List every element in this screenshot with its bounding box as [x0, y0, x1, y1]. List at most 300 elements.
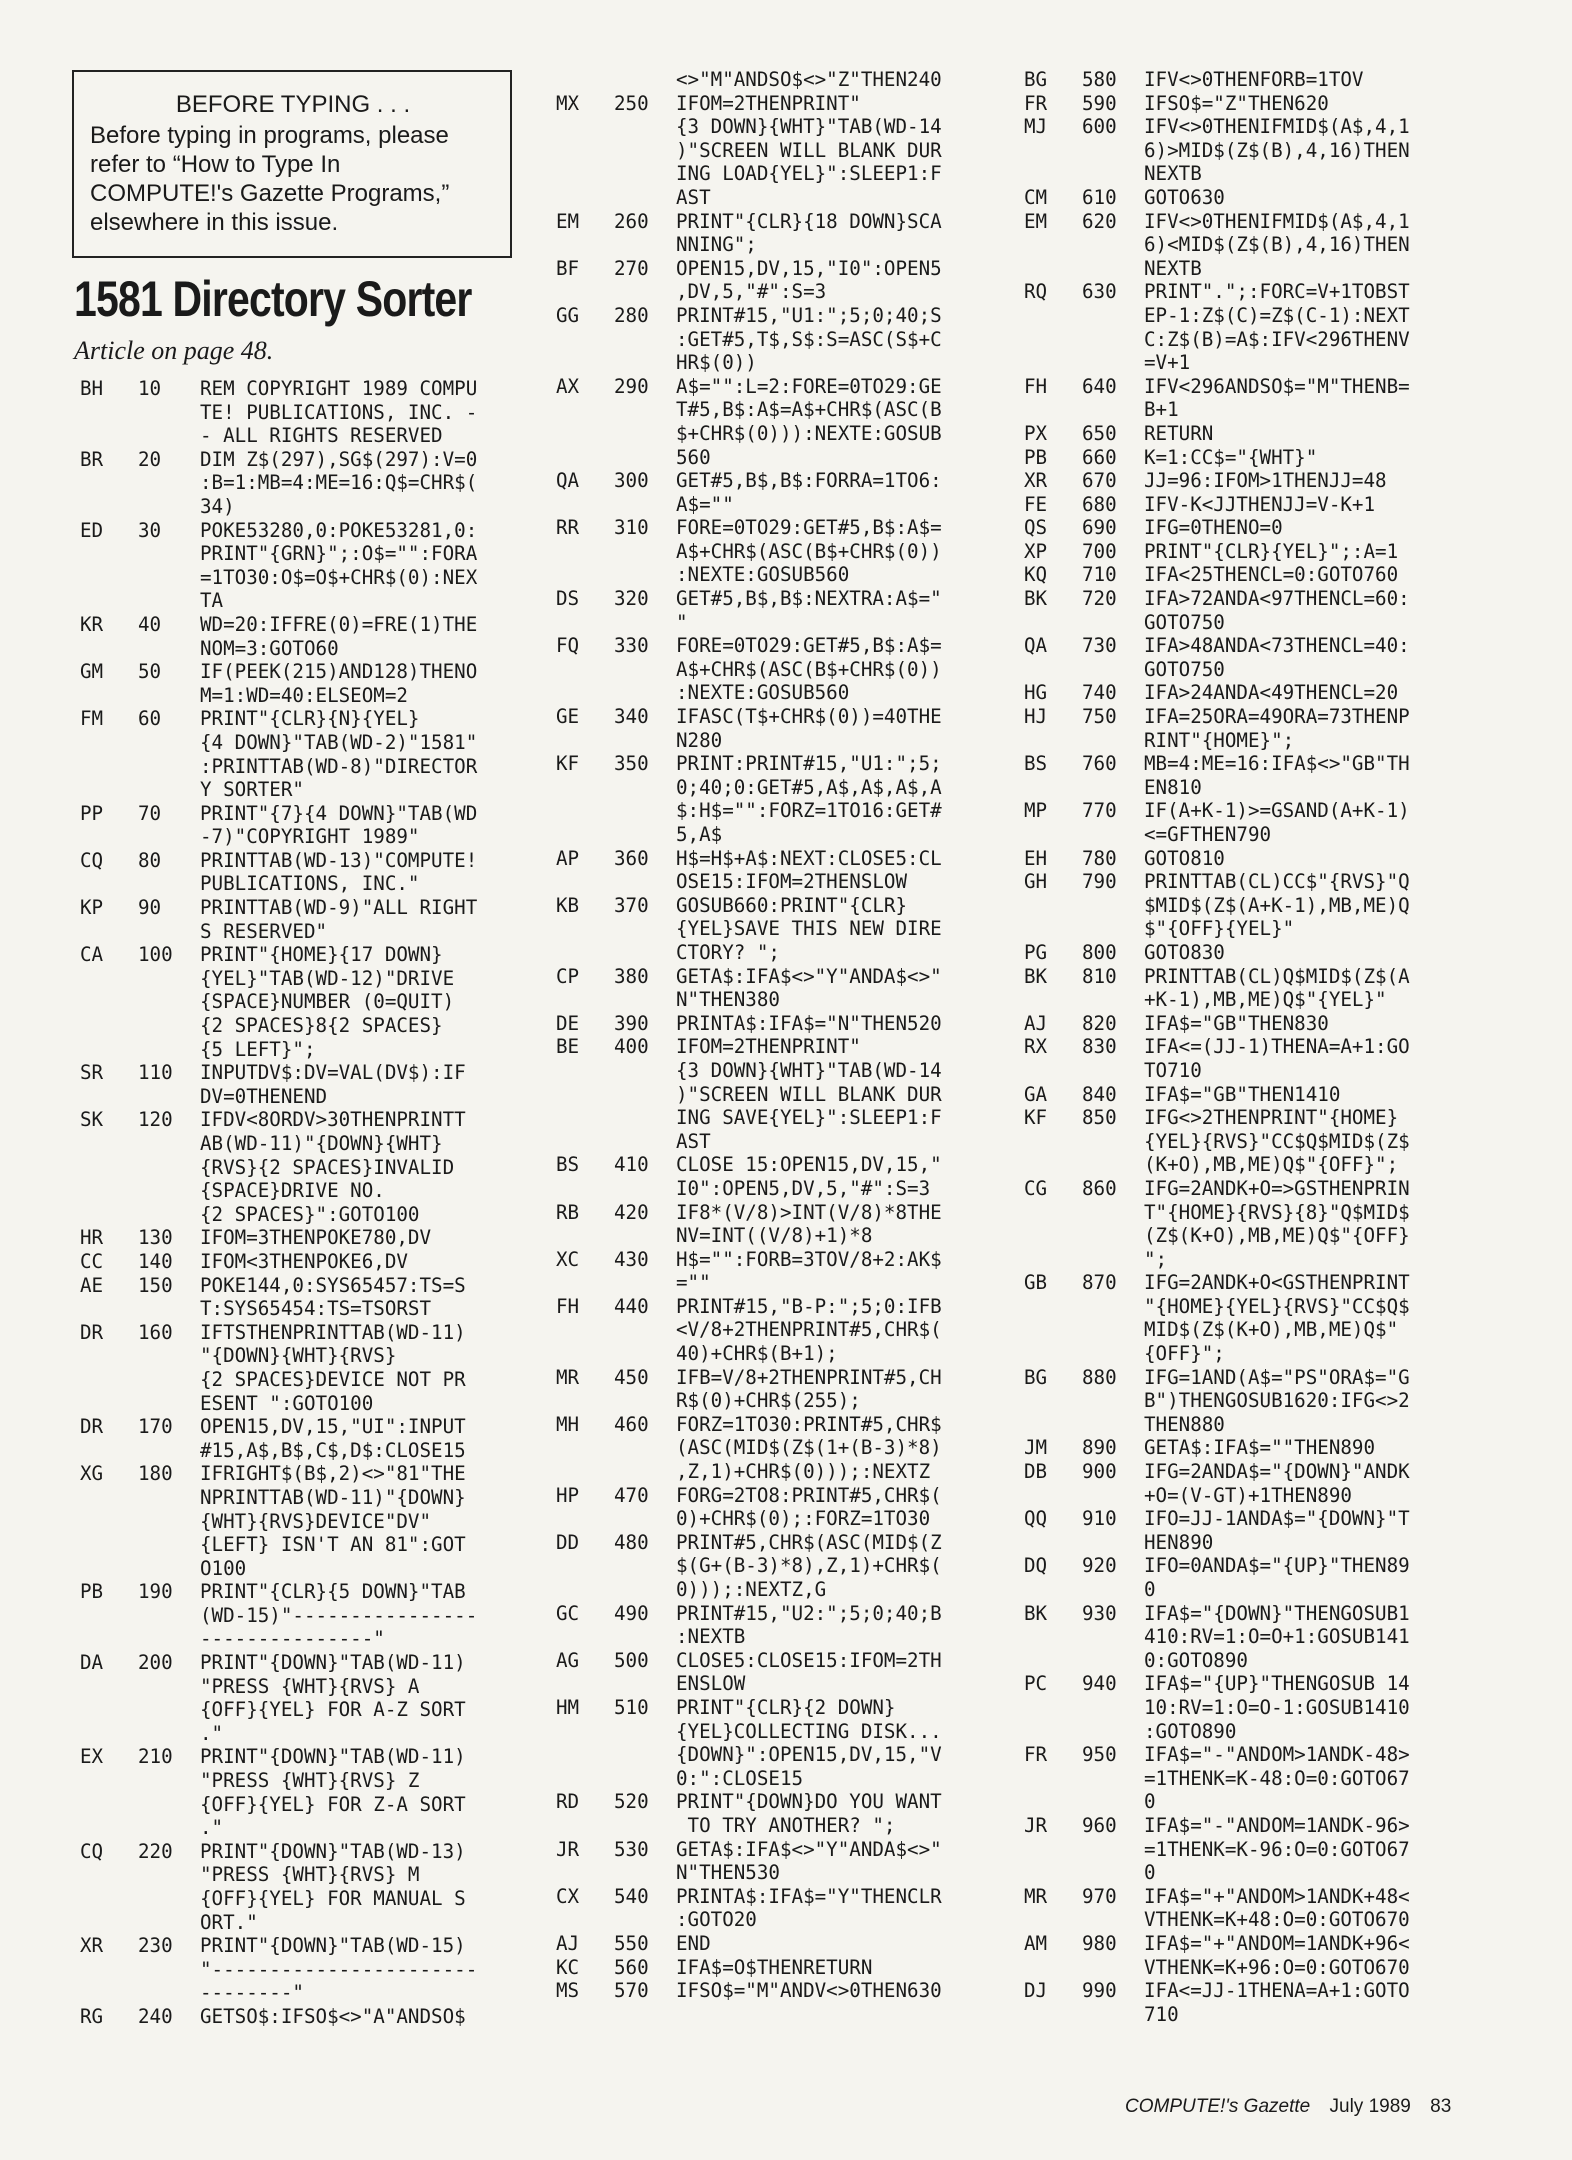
- code-line: [1024, 1507, 1410, 1531]
- code-text: 6)>MID$(Z$(B),4,16)THEN: [1144, 138, 1410, 162]
- code-text: N"THEN530: [676, 1861, 780, 1885]
- code-line: [556, 1389, 942, 1413]
- line-number: 150: [138, 1273, 173, 1297]
- code-line: [80, 448, 477, 472]
- code-line: [80, 1321, 477, 1345]
- code-line: [1024, 446, 1410, 470]
- code-line: [80, 1675, 477, 1699]
- checksum-code: AE: [80, 1273, 104, 1297]
- checksum-code: GE: [556, 705, 580, 729]
- checksum-code: KF: [556, 752, 580, 776]
- line-number: 930: [1082, 1601, 1117, 1625]
- code-text: {WHT}{RVS}DEVICE"DV": [200, 1509, 432, 1533]
- code-line: [80, 1911, 477, 1935]
- checksum-code: PB: [1024, 445, 1048, 469]
- code-line: [1024, 1790, 1410, 1814]
- code-text: FORZ=1TO30:PRINT#5,CHR$: [676, 1412, 942, 1436]
- line-number: 330: [614, 634, 649, 658]
- line-number: 220: [138, 1839, 173, 1863]
- checksum-code: EM: [556, 209, 580, 233]
- code-line: [1024, 210, 1410, 234]
- notice-line: Before typing in programs, please: [90, 122, 449, 149]
- line-number: 660: [1082, 445, 1117, 469]
- code-text: {SPACE}DRIVE NO.: [200, 1179, 385, 1203]
- listing-column-1: [80, 377, 477, 2029]
- code-text: T:SYS65454:TS=TSORST: [200, 1297, 432, 1321]
- code-text: IFG=2ANDA$="{DOWN}"ANDK: [1144, 1460, 1410, 1484]
- checksum-code: BS: [556, 1153, 580, 1177]
- code-line: [1024, 328, 1410, 352]
- line-number: 500: [614, 1648, 649, 1672]
- code-text: PRINT#15,"U1:";5;0;40;S: [676, 303, 942, 327]
- code-text: HEN890: [1144, 1530, 1214, 1554]
- code-line: [80, 471, 477, 495]
- code-line: [80, 1580, 477, 1604]
- code-text: DIM Z$(297),SG$(297):V=0: [200, 447, 478, 471]
- code-line: [80, 1698, 477, 1722]
- code-line: [556, 1153, 942, 1177]
- line-number: 90: [138, 896, 162, 920]
- checksum-code: HJ: [1024, 705, 1048, 729]
- checksum-code: CM: [1024, 185, 1048, 209]
- line-number: 530: [614, 1837, 649, 1861]
- code-text: {3 DOWN}{WHT}"TAB(WD-14: [676, 1058, 942, 1082]
- notice-line: COMPUTE!'s Gazette Programs,”: [90, 180, 450, 207]
- notice-line: elsewhere in this issue.: [90, 209, 339, 236]
- code-text: IFRIGHT$(B$,2)<>"81"THE: [200, 1462, 466, 1486]
- code-line: [80, 637, 477, 661]
- checksum-code: KB: [556, 893, 580, 917]
- line-number: 420: [614, 1200, 649, 1224]
- line-number: 740: [1082, 681, 1117, 705]
- checksum-code: DR: [80, 1320, 104, 1344]
- checksum-code: CX: [556, 1884, 580, 1908]
- code-line: [556, 516, 942, 540]
- code-line: [80, 1203, 477, 1227]
- code-text: 34): [200, 494, 235, 518]
- code-line: [1024, 422, 1410, 446]
- checksum-code: MX: [556, 91, 580, 115]
- code-text: NEXTB: [1144, 162, 1202, 186]
- code-line: [1024, 2003, 1410, 2027]
- checksum-code: QQ: [1024, 1507, 1048, 1531]
- code-line: [1024, 1531, 1410, 1555]
- code-text: "PRESS {WHT}{RVS} Z: [200, 1769, 420, 1793]
- code-text: IFV<>0THENIFMID$(A$,4,1: [1144, 209, 1410, 233]
- code-text: {3 DOWN}{WHT}"TAB(WD-14: [676, 115, 942, 139]
- line-number: 820: [1082, 1011, 1117, 1035]
- checksum-code: QS: [1024, 516, 1048, 540]
- checksum-code: GH: [1024, 870, 1048, 894]
- notice-line: refer to “How to Type In: [90, 151, 341, 178]
- code-text: VTHENK=K+96:O=0:GOTO670: [1144, 1955, 1410, 1979]
- line-number: 920: [1082, 1554, 1117, 1578]
- code-text: PRINT"{DOWN}"TAB(WD-11): [200, 1745, 466, 1769]
- code-line: [80, 778, 477, 802]
- code-line: [556, 446, 942, 470]
- code-line: [556, 1177, 942, 1201]
- code-line: [80, 1226, 477, 1250]
- code-line: [556, 1625, 942, 1649]
- code-text: INPUTDV$:DV=VAL(DV$):IF: [200, 1061, 466, 1085]
- code-text: =1THENK=K-96:O=0:GOTO67: [1144, 1837, 1410, 1861]
- code-line: [80, 401, 477, 425]
- code-text: PRINT"{7}{4 DOWN}"TAB(WD: [200, 801, 478, 825]
- code-text: OPEN15,DV,15,"UI":INPUT: [200, 1415, 466, 1439]
- checksum-code: MS: [556, 1979, 580, 2003]
- code-text: .": [200, 1816, 224, 1840]
- checksum-code: FH: [556, 1294, 580, 1318]
- code-line: [556, 1908, 942, 1932]
- code-text: EN810: [1144, 775, 1202, 799]
- code-line: [1024, 1932, 1410, 1956]
- code-text: {5 LEFT}";: [200, 1037, 316, 1061]
- code-line: [556, 92, 942, 116]
- code-line: [1024, 752, 1410, 776]
- code-text: NPRINTTAB(WD-11)"{DOWN}: [200, 1485, 466, 1509]
- checksum-code: CC: [80, 1249, 104, 1273]
- code-text: {YEL}SAVE THIS NEW DIRE: [676, 917, 942, 941]
- checksum-code: GC: [556, 1601, 580, 1625]
- code-text: PRINTA$:IFA$="Y"THENCLR: [676, 1884, 942, 1908]
- code-text: I0":OPEN5,DV,5,"#":S=3: [676, 1176, 931, 1200]
- checksum-code: BH: [80, 377, 104, 400]
- code-text: "-----------------------: [200, 1957, 478, 1981]
- checksum-code: BF: [556, 256, 580, 280]
- code-text: :GOTO20: [676, 1908, 757, 1932]
- code-line: [556, 1106, 942, 1130]
- line-number: 710: [1082, 563, 1117, 587]
- code-line: [1024, 965, 1410, 989]
- code-text: PRINT"{HOME}{17 DOWN}: [200, 943, 443, 967]
- code-line: [1024, 1979, 1410, 2003]
- line-number: 410: [614, 1153, 649, 1177]
- code-line: [80, 684, 477, 708]
- code-text: TE! PUBLICATIONS, INC. -: [200, 400, 478, 424]
- code-text: IFOM=3THENPOKE780,DV: [200, 1226, 432, 1250]
- code-line: [1024, 1153, 1410, 1177]
- checksum-code: CQ: [80, 1839, 104, 1863]
- checksum-code: PX: [1024, 421, 1048, 445]
- checksum-code: GB: [1024, 1271, 1048, 1295]
- code-text: B")THENGOSUB1620:IFG<>2: [1144, 1389, 1410, 1413]
- checksum-code: KR: [80, 612, 104, 636]
- code-text: T"{HOME}{RVS}{8}"Q$MID$: [1144, 1200, 1410, 1224]
- code-line: [80, 1793, 477, 1817]
- code-line: [556, 634, 942, 658]
- checksum-code: SK: [80, 1108, 104, 1132]
- code-text: THEN880: [1144, 1412, 1225, 1436]
- code-line: [80, 1887, 477, 1911]
- code-line: [80, 825, 477, 849]
- code-text: ING SAVE{YEL}":SLEEP1:F: [676, 1106, 942, 1130]
- code-text: +O=(V-GT)+1THEN890: [1144, 1483, 1352, 1507]
- checksum-code: DS: [556, 587, 580, 611]
- checksum-code: FH: [1024, 374, 1048, 398]
- code-text: IF(PEEK(215)AND128)THENO: [200, 660, 478, 684]
- code-text: 710: [1144, 2002, 1179, 2026]
- code-text: GOSUB660:PRINT"{CLR}: [676, 893, 908, 917]
- code-text: FORE=0TO29:GET#5,B$:A$=: [676, 634, 942, 658]
- line-number: 70: [138, 801, 162, 825]
- code-text: {OFF}{YEL} FOR MANUAL S: [200, 1887, 466, 1910]
- code-line: [80, 2005, 477, 2029]
- code-text: PRINT"{CLR}{5 DOWN}"TAB: [200, 1580, 466, 1604]
- line-number: 120: [138, 1108, 173, 1132]
- checksum-code: MH: [556, 1412, 580, 1436]
- code-text: B+1: [1144, 398, 1179, 422]
- checksum-code: FQ: [556, 634, 580, 658]
- code-line: [1024, 587, 1410, 611]
- code-text: VTHENK=K+48:O=0:GOTO670: [1144, 1908, 1410, 1932]
- line-number: 130: [138, 1226, 173, 1250]
- line-number: 110: [138, 1061, 173, 1085]
- code-text: --------": [200, 1981, 304, 2005]
- code-text: END: [676, 1931, 711, 1955]
- code-line: [556, 1130, 942, 1154]
- line-number: 670: [1082, 469, 1117, 493]
- code-line: [1024, 1743, 1410, 1767]
- code-text: IFOM<3THENPOKE6,DV: [200, 1249, 408, 1273]
- line-number: 790: [1082, 870, 1117, 894]
- code-line: [1024, 1625, 1410, 1649]
- checksum-code: SR: [80, 1061, 104, 1085]
- code-text: <>"M"ANDSO$<>"Z"THEN240: [676, 68, 942, 91]
- code-line: [80, 1533, 477, 1557]
- code-line: [1024, 92, 1410, 116]
- code-text: {2 SPACES}DEVICE NOT PR: [200, 1367, 466, 1391]
- code-line: [80, 896, 477, 920]
- checksum-code: PP: [80, 801, 104, 825]
- line-number: 990: [1082, 1979, 1117, 2003]
- code-text: ": [676, 610, 688, 634]
- code-text: {OFF}";: [1144, 1342, 1225, 1366]
- checksum-code: CQ: [80, 848, 104, 872]
- code-line: [556, 1507, 942, 1531]
- checksum-code: EH: [1024, 846, 1048, 870]
- line-number: 860: [1082, 1176, 1117, 1200]
- code-line: [556, 1271, 942, 1295]
- code-line: [556, 115, 942, 139]
- code-text: N280: [676, 728, 723, 752]
- line-number: 450: [614, 1365, 649, 1389]
- code-line: [1024, 681, 1410, 705]
- checksum-code: CP: [556, 964, 580, 988]
- code-text: 40)+CHR$(B+1);: [676, 1342, 838, 1366]
- code-text: IF8*(V/8)>INT(V/8)*8THE: [676, 1200, 942, 1224]
- code-line: [80, 1863, 477, 1887]
- checksum-code: FM: [80, 707, 104, 731]
- line-number: 650: [1082, 421, 1117, 445]
- code-line: [556, 375, 942, 399]
- code-text: $:H$="":FORZ=1TO16:GET#: [676, 799, 942, 823]
- checksum-code: AX: [556, 374, 580, 398]
- code-line: [556, 847, 942, 871]
- code-line: [556, 1956, 942, 1980]
- code-text: 0: [1144, 1790, 1156, 1814]
- code-line: [1024, 1484, 1410, 1508]
- code-text: IFG=1AND(A$="PS"ORA$="G: [1144, 1365, 1410, 1389]
- code-text: $(G+(B-3)*8),Z,1)+CHR$(: [676, 1554, 942, 1578]
- code-text: $+CHR$(0))):NEXTE:GOSUB: [676, 421, 942, 445]
- code-text: AST: [676, 185, 711, 209]
- checksum-code: EX: [80, 1745, 104, 1769]
- checksum-code: BG: [1024, 68, 1048, 91]
- line-number: 510: [614, 1695, 649, 1719]
- code-text: IFDV<8ORDV>30THENPRINTT: [200, 1108, 466, 1132]
- checksum-code: RX: [1024, 1035, 1048, 1059]
- listing-column-3: [1024, 68, 1410, 2026]
- checksum-code: KF: [1024, 1106, 1048, 1130]
- code-line: [1024, 280, 1410, 304]
- line-number: 950: [1082, 1743, 1117, 1767]
- line-number: 570: [614, 1979, 649, 2003]
- code-text: 560: [676, 445, 711, 469]
- code-text: :PRINTTAB(WD-8)"DIRECTOR: [200, 754, 478, 778]
- code-line: [556, 799, 942, 823]
- code-line: [80, 1274, 477, 1298]
- code-line: [556, 1035, 942, 1059]
- checksum-code: DQ: [1024, 1554, 1048, 1578]
- code-line: [1024, 729, 1410, 753]
- code-line: [80, 1816, 477, 1840]
- code-text: PRINT"{DOWN}"TAB(WD-15): [200, 1934, 466, 1958]
- checksum-code: GM: [80, 660, 104, 684]
- checksum-code: RB: [556, 1200, 580, 1224]
- code-text: ENSLOW: [676, 1672, 746, 1696]
- line-number: 260: [614, 209, 649, 233]
- checksum-code: XP: [1024, 539, 1048, 563]
- code-text: IFA$="GB"THEN1410: [1144, 1082, 1341, 1106]
- code-text: IFA<=(JJ-1)THENA=A+1:GO: [1144, 1035, 1410, 1059]
- code-line: [80, 589, 477, 613]
- code-text: - ALL RIGHTS RESERVED: [200, 424, 443, 448]
- code-line: [1024, 1059, 1410, 1083]
- line-number: 100: [138, 943, 173, 967]
- checksum-code: DD: [556, 1530, 580, 1554]
- code-line: [556, 1932, 942, 1956]
- line-number: 620: [1082, 209, 1117, 233]
- line-number: 940: [1082, 1672, 1117, 1696]
- code-line: [1024, 1201, 1410, 1225]
- code-line: [80, 707, 477, 731]
- code-text: <V/8+2THENPRINT#5,CHR$(: [676, 1318, 942, 1342]
- line-number: 80: [138, 848, 162, 872]
- code-line: [80, 849, 477, 873]
- line-number: 20: [138, 447, 162, 471]
- code-line: [556, 1885, 942, 1909]
- code-line: [1024, 1248, 1410, 1272]
- code-line: [80, 519, 477, 543]
- code-line: [1024, 1554, 1410, 1578]
- code-text: 0;40;0:GET#5,A$,A$,A$,A: [676, 775, 942, 799]
- code-line: [1024, 493, 1410, 517]
- code-text: =1THENK=K-48:O=0:GOTO67: [1144, 1766, 1410, 1790]
- code-text: GETA$:IFA$<>"Y"ANDA$<>": [676, 1837, 942, 1861]
- code-line: [556, 917, 942, 941]
- code-line: [556, 469, 942, 493]
- checksum-code: MR: [556, 1365, 580, 1389]
- checksum-code: AP: [556, 846, 580, 870]
- line-number: 180: [138, 1462, 173, 1486]
- code-text: {DOWN}":OPEN15,DV,15,"V: [676, 1743, 942, 1767]
- code-line: [1024, 1672, 1410, 1696]
- code-text: {4 DOWN}"TAB(WD-2)"1581": [200, 730, 478, 754]
- code-line: [556, 1366, 942, 1390]
- code-line: [1024, 563, 1410, 587]
- line-number: 760: [1082, 752, 1117, 776]
- code-line: [556, 210, 942, 234]
- code-line: [556, 1767, 942, 1791]
- code-text: IFASC(T$+CHR$(0))=40THE: [676, 705, 942, 729]
- code-line: [556, 1720, 942, 1744]
- code-text: A$+CHR$(ASC(B$+CHR$(0)): [676, 657, 942, 681]
- code-text: O100: [200, 1556, 247, 1580]
- code-line: [556, 1224, 942, 1248]
- code-line: [80, 495, 477, 519]
- code-line: [80, 1368, 477, 1392]
- code-line: [1024, 1696, 1410, 1720]
- code-text: 5,A$: [676, 823, 723, 846]
- line-number: 160: [138, 1320, 173, 1344]
- code-text: IFO=0ANDA$="{UP}"THEN89: [1144, 1554, 1410, 1578]
- code-line: [1024, 705, 1410, 729]
- checksum-code: HR: [80, 1226, 104, 1250]
- code-line: [80, 1156, 477, 1180]
- line-number: 190: [138, 1580, 173, 1604]
- code-line: [556, 233, 942, 257]
- code-text: {OFF}{YEL} FOR Z-A SORT: [200, 1792, 466, 1816]
- code-line: [556, 1413, 942, 1437]
- checksum-code: RG: [80, 2004, 104, 2028]
- line-number: 460: [614, 1412, 649, 1436]
- code-text: IFA$="+"ANDOM=1ANDK+96<: [1144, 1931, 1410, 1955]
- line-number: 480: [614, 1530, 649, 1554]
- line-number: 300: [614, 469, 649, 493]
- code-text: IFA$="{DOWN}"THENGOSUB1: [1144, 1601, 1410, 1625]
- code-text: S RESERVED": [200, 919, 328, 943]
- code-line: [80, 943, 477, 967]
- code-text: IFA<25THENCL=0:GOTO760: [1144, 563, 1399, 587]
- checksum-code: KC: [556, 1955, 580, 1979]
- code-line: [556, 1342, 942, 1366]
- code-text: IFA>48ANDA<73THENCL=40:: [1144, 634, 1410, 658]
- code-line: [80, 1108, 477, 1132]
- code-text: HR$(0)): [676, 351, 757, 375]
- checksum-code: AJ: [556, 1931, 580, 1955]
- code-line: [556, 304, 942, 328]
- code-line: [1024, 799, 1410, 823]
- code-line: [556, 823, 942, 847]
- code-text: AST: [676, 1129, 711, 1153]
- code-line: [556, 162, 942, 186]
- code-text: -7)"COPYRIGHT 1989": [200, 825, 420, 849]
- code-line: [1024, 870, 1410, 894]
- line-number: 400: [614, 1035, 649, 1059]
- code-line: [1024, 1885, 1410, 1909]
- code-text: GETSO$:IFSO$<>"A"ANDSO$: [200, 2004, 466, 2028]
- checksum-code: KQ: [1024, 563, 1048, 587]
- line-number: 540: [614, 1884, 649, 1908]
- code-text: IFA$=O$THENRETURN: [676, 1955, 873, 1979]
- code-line: [1024, 351, 1410, 375]
- code-line: [1024, 1389, 1410, 1413]
- code-line: [1024, 375, 1410, 399]
- code-line: [80, 1557, 477, 1581]
- checksum-code: RQ: [1024, 280, 1048, 304]
- code-line: [80, 1840, 477, 1864]
- code-line: [80, 1085, 477, 1109]
